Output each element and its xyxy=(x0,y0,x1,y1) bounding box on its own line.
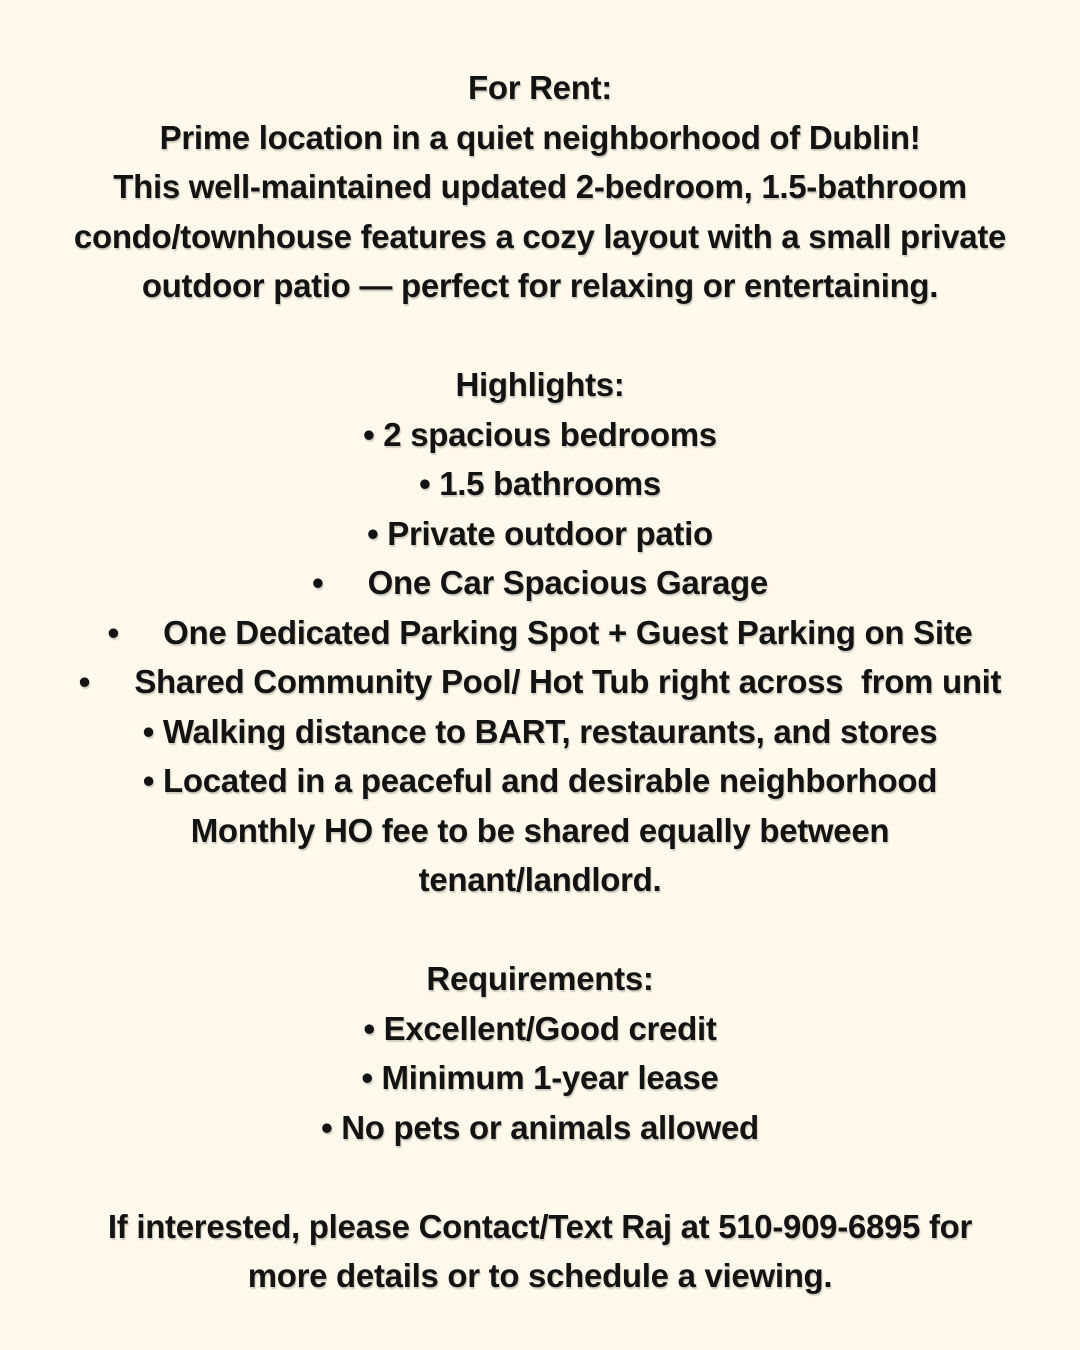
intro-line: outdoor patio — perfect for relaxing or entertaining. xyxy=(141,267,939,304)
requirement-item: • Excellent/Good credit xyxy=(363,1009,717,1047)
highlight-item: • Shared Community Pool/ Hot Tub right across from unit xyxy=(78,663,1002,700)
hoa-fee-note: tenant/landlord. xyxy=(418,861,662,898)
flyer-title: For Rent: xyxy=(468,69,612,106)
requirements-section xyxy=(0,954,1080,1152)
section-gap xyxy=(0,1152,1080,1202)
requirement-item: • No pets or animals allowed xyxy=(321,1108,759,1146)
header-section xyxy=(0,63,1080,311)
highlight-item: • 1.5 bathrooms xyxy=(419,465,661,502)
contact-line: If interested, please Contact/Text Raj at 510-909-6895 for xyxy=(107,1207,973,1245)
highlight-item: • Walking distance to BART, restaurants, and stores xyxy=(142,712,938,750)
requirement-item: • Minimum 1-year lease xyxy=(361,1059,719,1096)
highlight-item: • One Car Spacious Garage xyxy=(312,564,768,601)
highlight-item: • Private outdoor patio xyxy=(367,514,713,552)
section-gap xyxy=(0,905,1080,955)
hoa-fee-note: Monthly HO fee to be shared equally between xyxy=(190,811,890,849)
contact-line: more details or to schedule a viewing. xyxy=(247,1257,833,1294)
highlights-heading: Highlights: xyxy=(455,366,625,403)
highlights-section xyxy=(0,360,1080,905)
section-gap xyxy=(0,311,1080,361)
contact-section xyxy=(0,1202,1080,1301)
highlight-item: • Located in a peaceful and desirable neighborhood xyxy=(142,762,938,799)
highlight-item: • One Dedicated Parking Spot + Guest Parking on Site xyxy=(107,613,973,651)
intro-line: This well-maintained updated 2-bedroom, 1.5-bathroom xyxy=(113,168,967,205)
highlight-item: • 2 spacious bedrooms xyxy=(363,415,717,453)
requirements-heading: Requirements: xyxy=(426,960,654,997)
intro-line: condo/townhouse features a cozy layout with a small private xyxy=(73,217,1007,255)
intro-line: Prime location in a quiet neighborhood of Dublin! xyxy=(159,118,921,156)
